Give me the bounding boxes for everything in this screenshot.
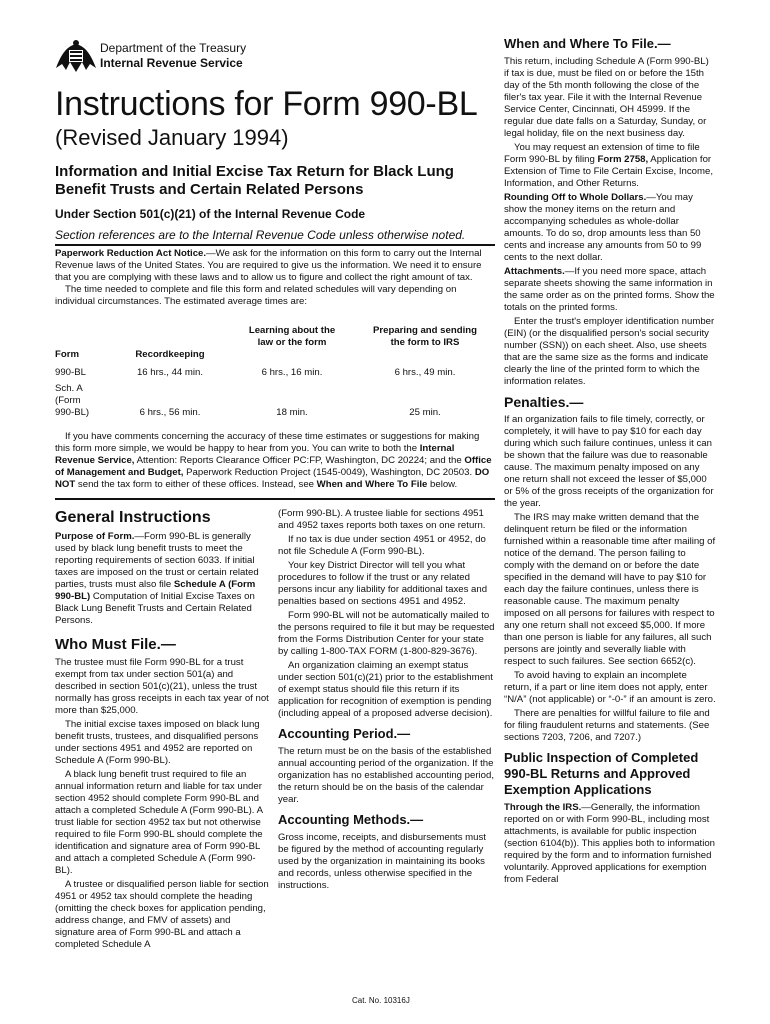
col2-p2: If no tax is due under section 4951 or 4952, do not file Schedule A (Form 990-BL). — [278, 534, 486, 557]
rounding-text: —You may show the money items on the return and accompanying schedules as whole-dollar amounts. To do so, drop amounts less than 50 cents and increase any amounts from 50 to 99 cents to the next dollar. — [504, 192, 702, 263]
time-estimates-table — [55, 325, 495, 425]
who-must-file-p2: The initial excise taxes imposed on black lung benefit trusts, trustees, and disqualified persons under sections 4951 and 4952 are reported on Schedule A (Form 990-BL). — [55, 719, 260, 766]
irs-eagle-logo — [54, 38, 98, 76]
accounting-period-text: The return must be on the basis of the established annual accounting period of the organization. If the organization has no established accounting period, the return should be on the basis of the calendar year. — [278, 746, 495, 805]
when-where-reference: When and Where To File — [316, 479, 428, 490]
row1-preparing: 6 hrs., 49 min. — [394, 367, 456, 378]
row2-recordkeeping: 6 hrs., 56 min. — [139, 407, 201, 418]
col2-p4: Form 990-BL will not be automatically mailed to the persons required to file it but may be requested from the Forms Distribution Center for your state by calling 1-800-TAX FORM (1-800-829-3676). — [278, 610, 495, 657]
omb-lead: Office of Management and Budget, — [55, 455, 492, 478]
row2-form: Sch. A (Form 990-BL) — [55, 383, 90, 418]
column-general-instructions — [55, 508, 270, 953]
comments-text-2: Attention: Reports Clearance Officer PC:FP, Washington, DC 20224; and the — [134, 455, 465, 466]
comments-paragraph — [55, 431, 495, 491]
section-references-note: Section references are to the Internal Revenue Code unless otherwise noted. — [55, 228, 466, 242]
revision-date: (Revised January 1994) — [55, 125, 289, 150]
public-inspection-heading: Public Inspection of Completed 990-BL Returns and Approved Exemption Applications — [504, 750, 699, 797]
penalties-p2: The IRS may make written demand that the delinquent return be filed or the information furnished within a reasonable time after mailing of notice of the demand. The person failing to comply with the demand on or before the date specified in the demand will have to pay $10 for each day the failure continues, unless there is reasonable cause. The maximum penalty imposed on all persons for failures with respect to any one return shall not exceed $5,000. If more than one person is liable for any failures, all such persons are jointly and severally liable with respect to such failures. See section 6652(c). — [504, 512, 716, 667]
comments-text-1: If you have comments concerning the accuracy of these time estimates or suggestions for making this form more simple, we would be happy to hear from you. You can write to both the — [55, 431, 480, 454]
row2-preparing: 25 min. — [409, 407, 441, 418]
row1-learning: 6 hrs., 16 min. — [261, 367, 323, 378]
time-estimate-intro: The time needed to complete and file this form and related schedules will vary depending on individual circumstances. The estimated average times are: — [55, 284, 457, 307]
who-must-file-p3: A black lung benefit trust required to file an annual information return and liable for tax under section 4952 should complete Form 990-BL and attach a completed Schedule A (Form 990-BL). A trust liable for section 4952 tax but not otherwise required to file Form 990-BL should complete the identification and signature area of Form 990-BL and attach a completed Schedule A (Form 990-BL). — [55, 769, 263, 876]
irs-address-lead: Internal Revenue Service, — [55, 443, 455, 466]
form-subtitle: Information and Initial Excise Tax Return for Black Lung Benefit Trusts and Certain Related Persons — [55, 163, 454, 198]
row2-learning: 18 min. — [276, 407, 308, 418]
attachments-lead: Attachments. — [504, 266, 565, 277]
extension-text: You may request an extension of time to file Form 990-BL by filing — [504, 142, 700, 165]
department-name: Department of the Treasury — [100, 41, 247, 55]
when-where-p1: This return, including Schedule A (Form 990-BL) if tax is due, must be filed on or before the 15th day of the 5th month following the close of the filer's tax year. File it with the Internal Revenue Service Center, Cincinnati, OH 45999. If the regular due date falls on a Saturday, Sunday, or legal holiday, file on the next business day. — [504, 56, 709, 139]
paperwork-notice — [55, 248, 495, 308]
comments-text-4: send the tax form to either of these offices. Instead, see — [75, 479, 317, 490]
col-header-learning: Learning about the law or the form — [248, 325, 336, 348]
purpose-text: —Form 990-BL is generally used by black lung benefit trusts to meet the reporting requirements of section 6033. If initial taxes are imposed on the trust or certain related parties, trusts must also file — [55, 531, 259, 590]
penalties-p1: If an organization fails to file timely, correctly, or completely, it will have to pay $10 for each day during which such failure continues, unless it can be shown that the failure was due to reasonable cause. The maximum penalty imposed on any one return shall not exceed the lesser of $5,000 or 5% of the gross receipts of the organization for the year. — [504, 414, 714, 509]
who-must-file-p1: The trustee must file Form 990-BL for a trust exempt from tax under section 501(a) and described in section 501(c)(21), unless the trust normally has gross receipts in each tax year of not more than $25,000. — [55, 657, 269, 716]
section-rule — [55, 498, 495, 500]
penalties-heading: Penalties.— — [504, 394, 584, 410]
attachments-text-2: Enter the trust's employer identification number (EIN) (or the disqualified person's social security number (SSN)) on each sheet. Also, use sheets that are the same size as the forms and indicate clearly the line of the printed form to which the information relates. — [504, 316, 715, 387]
catalog-number: Cat. No. 10316J — [352, 996, 410, 1005]
who-must-file-p4: A trustee or disqualified person liable for section 4951 or 4952 tax should complete the heading (omitting the check boxes for application pending, address change, and FMV of assets) and signature area of Form 990-BL and attach a completed Schedule A — [55, 879, 269, 950]
irs-name: Internal Revenue Service — [100, 56, 243, 70]
col2-p3: Your key District Director will tell you what procedures to follow if the trust or any related persons incur any liability for additional taxes and penalties based on sections 4951 and 4952. — [278, 560, 488, 607]
attachments-text: —If you need more space, attach separate sheets showing the same information in the same order as on the printed forms. Show the totals on the printed forms. — [504, 266, 715, 313]
col-header-recordkeeping: Recordkeeping — [135, 349, 205, 360]
col-header-form: Form — [55, 349, 79, 360]
penalties-p4: There are penalties for willful failure to file and for filing fraudulent returns and statements. (See sections 7203, 7206, and 7207.) — [504, 708, 710, 743]
header-rule — [55, 244, 495, 246]
through-irs-lead: Through the IRS. — [504, 802, 582, 813]
comments-text-5: below. — [427, 479, 458, 490]
column-right — [504, 36, 716, 888]
accounting-period-heading: Accounting Period.— — [278, 726, 411, 741]
col2-p1: (Form 990-BL). A trustee liable for sections 4951 and 4952 taxes reports both taxes on one return. — [278, 508, 486, 531]
col2-p5: An organization claiming an exempt status under section 501(c)(21) prior to the establishment of exempt status should file this return if its application for recognition of exemption is pending (including appeal of a proposed adverse decision). — [278, 660, 493, 719]
accounting-methods-text: Gross income, receipts, and disbursements must be figured by the method of accounting regularly used by the organization in maintaining its books and records, unless otherwise specified in the instructions. — [278, 832, 486, 891]
column-middle — [278, 508, 495, 894]
do-not-emphasis: DO NOT — [55, 467, 490, 490]
comments-text-3: Paperwork Reduction Project (1545-0049), Washington, DC 20503. — [183, 467, 475, 478]
general-instructions-heading: General Instructions — [55, 509, 211, 526]
paperwork-text: —We ask for the information on this form to carry out the Internal Revenue laws of the United States. You are required to give us the information. We need it to ensure that you are complying with these laws and to allow us to figure and collect the right amount of tax. — [55, 248, 482, 283]
purpose-text-2: Computation of Initial Excise Taxes on Black Lung Benefit Trusts and Certain Related Persons. — [55, 591, 255, 626]
schedule-a-ref: Schedule A (Form 990-BL) — [55, 579, 256, 602]
extension-text-2: Application for Extension of Time to File Certain Excise, Income, Information, and Other Returns. — [504, 154, 714, 189]
row1-form: 990-BL — [55, 367, 86, 378]
agency-block — [100, 41, 246, 71]
col-header-preparing: Preparing and sending the form to IRS — [373, 325, 477, 348]
form-2758-ref: Form 2758, — [597, 154, 649, 165]
when-where-heading: When and Where To File.— — [504, 36, 671, 51]
paperwork-lead: Paperwork Reduction Act Notice. — [55, 248, 207, 259]
page-title: Instructions for Form 990-BL — [55, 85, 478, 123]
who-must-file-heading: Who Must File.— — [55, 636, 176, 653]
public-inspection-text: —Generally, the information reported on or with Form 990-BL, including most attachments, is available for public inspection (section 6104(b)). This applies both to information required by the form and to information furnished voluntarily. Approved applications for exemption from Federal — [504, 802, 715, 885]
purpose-lead: Purpose of Form. — [55, 531, 135, 542]
code-section: Under Section 501(c)(21) of the Internal Revenue Code — [55, 207, 366, 221]
rounding-lead: Rounding Off to Whole Dollars. — [504, 192, 647, 203]
penalties-p3: To avoid having to explain an incomplete return, if a part or line item does not apply, enter “N/A” (not applicable) or “-0-” if an amount is zero. — [504, 670, 716, 705]
row1-recordkeeping: 16 hrs., 44 min. — [136, 367, 204, 378]
accounting-methods-heading: Accounting Methods.— — [278, 812, 424, 827]
